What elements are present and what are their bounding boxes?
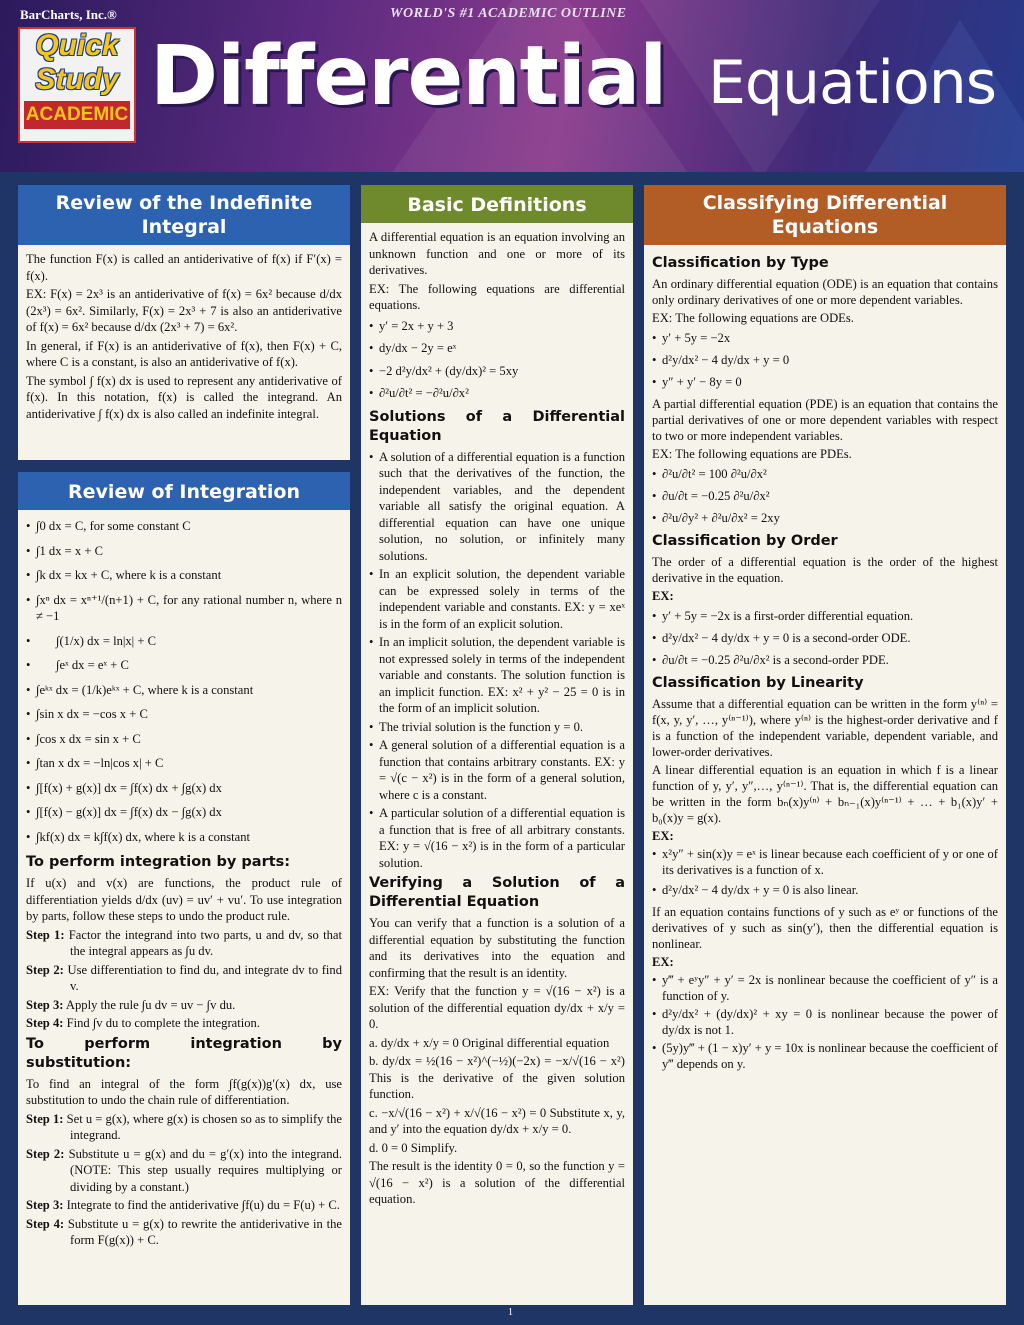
list-item: • ∫(1/x) dx = ln|x| + C: [26, 633, 342, 650]
list-item: • ∂²u/∂y² + ∂²u/∂x² = 2xy: [652, 510, 998, 526]
list-item: • ∫xⁿ dx = xⁿ⁺¹/(n+1) + C, for any rational number n, where n ≠ −1: [26, 592, 342, 625]
panel-title: Basic Definitions: [361, 185, 633, 223]
logo-academic: ACADEMIC: [24, 101, 130, 129]
panel-title: Classifying Differential Equations: [644, 185, 1006, 245]
list-item: • ∫eᵏˣ dx = (1/k)eᵏˣ + C, where k is a constant: [26, 682, 342, 699]
ex-label: EX:: [652, 955, 674, 969]
panel-indefinite-integral: [18, 185, 350, 460]
list-item: • y′ = 2x + y + 3: [369, 318, 625, 335]
subheading: Classification by Type: [652, 255, 829, 271]
step: [26, 1216, 342, 1249]
list-item: • y‴ + eʸy″ + y′ = 2x is nonlinear because the coefficient of y″ is a function of y.: [652, 972, 998, 1004]
ex-label: EX:: [652, 589, 674, 603]
panel-classifying: [644, 185, 1006, 1305]
step: [26, 962, 342, 995]
verify-step: c. −x/√(16 − x²) + x/√(16 − x²) = 0 Substitute x, y, and y′ into the equation dy/dx + x/y = 0.: [369, 1105, 625, 1136]
step: [26, 1111, 342, 1144]
tagline: WORLD'S #1 ACADEMIC OUTLINE: [390, 6, 627, 21]
step-label: Step 2:: [26, 962, 64, 977]
paragraph: EX: Verify that the function y = √(16 − x²) is a solution of the differential equation dy/dx + x/y = 0.: [369, 984, 625, 1031]
paragraph: The result is the identity 0 = 0, so the function y = √(16 − x²) is a solution of the differential equation.: [369, 1159, 625, 1206]
list-item: • The trivial solution is the function y = 0.: [369, 719, 625, 736]
step-text: Use differentiation to find du, and integrate dv to find v.: [67, 962, 343, 993]
step-text: Integrate to find the antiderivative ∫f(u) du = F(u) + C.: [66, 1198, 340, 1212]
solutions-list: [369, 449, 625, 872]
subheading: Solutions of a Differential Equation: [369, 408, 625, 444]
list-item: • ∂u/∂t = −0.25 ∂²u/∂x² is a second-order PDE.: [652, 652, 998, 668]
list-item: • A particular solution of a differential equation is a function that is free of all arbitrary constants. EX: y = √(16 − x²) is in the form of a particular solution.: [369, 805, 625, 871]
panel-title: Review of Integration: [18, 472, 350, 510]
logo-study: Study: [35, 63, 119, 96]
verify-step: b. dy/dx = ½(16 − x²)^(−½)(−2x) = −x/√(16 − x²) This is the derivative of the given solution function.: [369, 1054, 625, 1101]
paragraph: EX: The following equations are ODEs.: [652, 311, 854, 325]
paragraph: If u(x) and v(x) are functions, the product rule of differentiation yields d/dx (uv) = uv′ + vu′. To use integration by parts, follow these steps to undo the product rule.: [26, 876, 342, 923]
equation-list: [369, 318, 625, 402]
nonlinear-list: [652, 972, 998, 1072]
panel-body: [361, 223, 633, 1214]
title-differential: Differential: [150, 29, 667, 124]
step: [26, 927, 342, 960]
panel-body: [644, 245, 1006, 1078]
step-text: Substitute u = g(x) to rewrite the antiderivative in the form F(g(x)) + C.: [67, 1216, 342, 1247]
list-item: • x²y″ + sin(x)y = eˣ is linear because each coefficient of y or one of its derivatives is a function of x.: [652, 846, 998, 878]
list-item: • −2 d²y/dx² + (dy/dx)² = 5xy: [369, 363, 625, 380]
verify-step: a. dy/dx + x/y = 0 Original differential equation: [369, 1035, 610, 1050]
list-item: • y′ + 5y = −2x: [652, 330, 998, 346]
step-text: Find ∫v du to complete the integration.: [66, 1016, 260, 1030]
logo-quick: Quick: [35, 29, 119, 62]
step-label: Step 4:: [26, 1016, 64, 1030]
panel-title: Review of the Indefinite Integral: [18, 185, 350, 245]
list-item: • ∫1 dx = x + C: [26, 543, 342, 560]
paragraph: A differential equation is an equation involving an unknown function and one or more of its derivatives.: [369, 230, 625, 277]
title-equations: Equations: [708, 48, 996, 118]
list-item: • ∫tan x dx = −ln|cos x| + C: [26, 755, 342, 772]
step: [26, 1146, 342, 1196]
paragraph: To find an integral of the form ∫f(g(x))g′(x) dx, use substitution to undo the chain rule of differentiation.: [26, 1076, 342, 1107]
subheading: Classification by Linearity: [652, 675, 864, 691]
step: [26, 997, 342, 1014]
paragraph: The order of a differential equation is the order of the highest derivative in the equation.: [652, 555, 998, 585]
list-item: • ∫[f(x) − g(x)] dx = ∫f(x) dx − ∫g(x) dx: [26, 804, 342, 821]
subheading: Classification by Order: [652, 533, 838, 549]
paragraph: A linear differential equation is an equation in which f is a linear function of y, y′, y″,…, y⁽ⁿ⁻¹⁾. That is, the differential equation can be written in the form bₙ(x)y⁽ⁿ⁾ + bₙ₋₁(x)y⁽ⁿ⁻¹⁾ + … + b₁(x)y′ + b₀(x)y = g(x).: [652, 763, 998, 825]
step-text: Substitute u = g(x) and du = g′(x) into the integrand. (NOTE: This step usually requires multiplying or dividing by a constant.): [68, 1146, 342, 1194]
paragraph: The symbol ∫ f(x) dx is used to represent any antiderivative of f(x). In this notation, f(x) is called the integrand. An antiderivative ∫ f(x) dx is also called an indefinite integral.: [26, 373, 342, 421]
list-item: • y″ + y′ − 8y = 0: [652, 374, 998, 390]
list-item: • ∫cos x dx = sin x + C: [26, 731, 342, 748]
header-banner: [0, 0, 1024, 172]
ode-list: [652, 330, 998, 390]
list-item: • d²y/dx² − 4 dy/dx + y = 0 is also linear.: [652, 882, 998, 898]
list-item: • A solution of a differential equation is a function such that the derivatives of the function, the independent variables, and the dependent variable all satisfy the original equation. A differential equation can have one unique solution, no solution, or infinitely many solutions.: [369, 449, 625, 565]
step: [26, 1015, 342, 1032]
list-item: • ∫0 dx = C, for some constant C: [26, 518, 342, 535]
step-label: Step 2:: [26, 1146, 65, 1161]
paragraph: EX: The following equations are differential equations.: [369, 281, 625, 312]
linear-list: [652, 846, 998, 898]
list-item: • In an implicit solution, the dependent variable is not expressed solely in terms of the independent variable and constants. The solution function is an implicit function. EX: x² + y² − 25 = 0 is in the form of an implicit solution.: [369, 634, 625, 717]
paragraph: EX: The following equations are PDEs.: [652, 447, 852, 461]
publisher-name: BarCharts, Inc.®: [20, 7, 117, 22]
step: [26, 1197, 342, 1214]
paragraph: EX: F(x) = 2x³ is an antiderivative of f(x) = 6x² because d/dx (2x³) = 6x². Similarly, F(x) = 2x³ + 7 is also an antiderivative of f(x) = 6x² because d/dx (2x³ + 7) = 6x².: [26, 287, 342, 334]
pde-list: [652, 466, 998, 526]
list-item: • A general solution of a differential equation is a function that contains arbitrary constants. EX: y = √(c − x²) is in the form of a general solution, where c is a constant.: [369, 737, 625, 803]
list-item: • ∫kf(x) dx = k∫f(x) dx, where k is a constant: [26, 829, 342, 846]
paragraph: In general, if F(x) is an antiderivative of f(x), then F(x) + C, where C is a constant, is also an antiderivative of f(x).: [26, 338, 342, 369]
subheading: To perform integration by parts:: [26, 854, 291, 870]
paragraph: If an equation contains functions of y such as eʸ or functions of the derivatives of y such as sin(y′), then the differential equation is nonlinear.: [652, 905, 998, 951]
step-label: Step 1:: [26, 1111, 64, 1126]
list-item: • ∂²u/∂t² = 100 ∂²u/∂x²: [652, 466, 998, 482]
paragraph: You can verify that a function is a solution of a differential equation by substituting the function and its derivatives into the equation and confirming that the result is an identity.: [369, 916, 625, 980]
paragraph: The function F(x) is called an antiderivative of f(x) if F′(x) = f(x).: [26, 252, 342, 283]
panel-body: [18, 510, 350, 1255]
subheading: To perform integration by substitution:: [26, 1035, 342, 1071]
list-item: • ∫[f(x) + g(x)] dx = ∫f(x) dx + ∫g(x) dx: [26, 780, 342, 797]
panel-review-integration: [18, 472, 350, 1305]
step-label: Step 3:: [26, 997, 64, 1012]
paragraph: An ordinary differential equation (ODE) is an equation that contains only ordinary derivatives of one or more dependent variables.: [652, 277, 998, 307]
page-number: 1: [508, 1307, 513, 1318]
list-item: • (5y)y‴ + (1 − x)y′ + y = 10x is nonlinear because the coefficient of y‴ depends on y.: [652, 1040, 998, 1072]
order-list: [652, 608, 998, 668]
verify-step: d. 0 = 0 Simplify.: [369, 1140, 458, 1155]
step-text: Factor the integrand into two parts, u and dv, so that the integral appears as ∫u dv.: [68, 927, 342, 958]
panel-body: [18, 245, 350, 428]
list-item: • d²y/dx² + (dy/dx)² + xy = 0 is nonlinear because the power of dy/dx is not 1.: [652, 1006, 998, 1038]
step-label: Step 1:: [26, 927, 65, 942]
subheading: Verifying a Solution of a Differential Equation: [369, 875, 625, 910]
list-item: • ∂²u/∂t² = −∂²u/∂x²: [369, 385, 625, 402]
list-item: • d²y/dx² − 4 dy/dx + y = 0: [652, 352, 998, 368]
list-item: • ∂u/∂t = −0.25 ∂²u/∂x²: [652, 488, 998, 504]
list-item: • d²y/dx² − 4 dy/dx + y = 0 is a second-order ODE.: [652, 630, 998, 646]
step-label: Step 3:: [26, 1198, 64, 1212]
panel-basic-definitions: [361, 185, 633, 1305]
step-label: Step 4:: [26, 1216, 65, 1231]
list-item: • y′ + 5y = −2x is a first-order differential equation.: [652, 608, 998, 624]
list-item: • dy/dx − 2y = eˣ: [369, 340, 625, 357]
list-item: • In an explicit solution, the dependent variable can be expressed solely in terms of the independent variable and constants. EX: y = xeˣ is in the form of an explicit solution.: [369, 566, 625, 632]
quickstudy-logo: [18, 27, 136, 143]
ex-label: EX:: [652, 829, 674, 843]
list-item: • ∫k dx = kx + C, where k is a constant: [26, 567, 342, 584]
paragraph: Assume that a differential equation can be written in the form y⁽ⁿ⁾ = f(x, y, y′, …, y⁽ⁿ⁻¹⁾), where y⁽ⁿ⁾ is the highest-order derivative and f is a function of the independent variable, dependent variable, and lower-order derivatives.: [652, 697, 998, 759]
list-item: • ∫sin x dx = −cos x + C: [26, 706, 342, 723]
integration-rules-list: [26, 518, 342, 845]
step-text: Apply the rule ∫u dv = uv − ∫v du.: [65, 997, 236, 1012]
paragraph: A partial differential equation (PDE) is an equation that contains the partial derivatives of one or more dependent variables with respect to two or more independent variables.: [652, 397, 998, 443]
step-text: Set u = g(x), where g(x) is chosen so as to simplify the integrand.: [66, 1111, 342, 1142]
list-item: • ∫eˣ dx = eˣ + C: [26, 657, 342, 674]
